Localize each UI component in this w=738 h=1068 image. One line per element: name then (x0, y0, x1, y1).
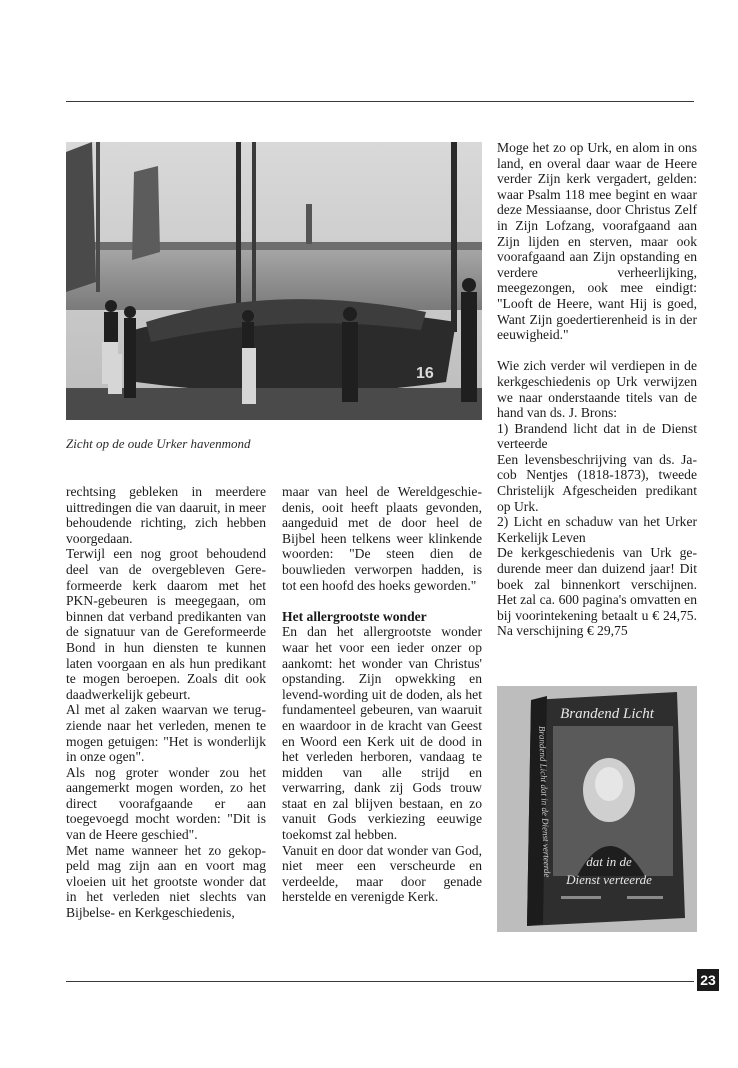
harbour-photo (66, 142, 482, 420)
paragraph: Moge het zo op Urk, en alom in ons land, en overal daar waar de Heere verder Zijn kerk vergadert, gelden: waar Psalm 118 mee begint en waar deze Messiaanse, door Christus Zelf in Zijn Lofzang, voorafgaand aan Zijn lijden en sterven, maar ook voorafgaand aan Zijn opstanding en verdere verheerlijking, meegezongen, ook mee eindigt: "Looft de Heere, want Hij is goed, Want Zijn goedertierenheid is in der eeuwigheid." (497, 140, 697, 343)
book-cover-image (497, 686, 697, 932)
top-rule (66, 101, 694, 102)
paragraph: Met name wanneer het zo gekoppeld mag zijn aan en voort mag vloeien uit het grootste wonder dat in het verleden niet slechts van Bijbelse- en Kerkgeschiedenis, (66, 842, 266, 921)
text-column-1 (66, 484, 266, 921)
text-column-3 (497, 140, 697, 639)
paragraph: 2) Licht en schaduw van het Urker Kerkelijk Leven (497, 514, 697, 545)
book-title-line-2: Dienst verteerde (566, 872, 652, 887)
photo-caption: Zicht op de oude Urker havenmond (66, 436, 251, 451)
paragraph: Terwijl een nog groot behoudend deel van de overgebleven Gereformeerde kerk daarom met het PKN-gebeuren is meegegaan, om binnen dat verband predikanten van de signatuur van de Gereformeerde Bond in hun diensten te kunnen laten voorgaan en als hun predikant te mogen beroepen. Zoals dit ook daadwerkelijk gebeurt. (66, 546, 266, 702)
book-illustration (497, 686, 697, 932)
paragraph: Wie zich verder wil verdiepen in de kerkgeschiedenis op Urk verwijzen we naar onderstaande titels van de hand van ds. J. Brons: (497, 358, 697, 421)
harbour-illustration (66, 142, 482, 420)
book-spine-title: Brandend Licht dat in de Dienst verteerde (537, 725, 553, 878)
boat-number: 16 (416, 365, 434, 382)
paragraph: Vanuit en door dat wonder van God, niet meer een verscheurde en verdeelde, maar door genade herstelde en verenigde Kerk. (282, 842, 482, 905)
paragraph: rechtsing gebleken in meerdere uittredingen die van daaruit, in meer behoudende richting, zich hebben voorgedaan. (66, 484, 266, 546)
section-heading: Het allergrootste wonder (282, 608, 427, 624)
paragraph: Een levensbeschrijving van ds. Jacob Nentjes (1818-1873), tweede Christelijk Afgescheiden predikant op Urk. (497, 451, 697, 514)
paragraph: De kerkgeschiedenis van Urk gedurende meer dan duizend jaar! Dit boek zal binnenkort verschijnen. Het zal ca. 600 pagina's omvatten en bij voorintekening betaalt u € 24,75. Na verschijning € 29,75 (497, 545, 697, 639)
page-number: 23 (697, 969, 719, 991)
paragraph: maar van heel de Wereldgeschiedenis, ooit heeft plaats gevonden, aangeduid met de door heel de Bijbel heen telkens weer klinkende woorden: "De steen dien de bouwlieden verworpen hadden, is tot een hoofd des hoeks geworden." (282, 484, 482, 593)
paragraph: Als nog groter wonder zou het aangemerkt mogen worden, zo het direct voorafgaande er aan toegevoegd mocht worden: "Dit is van de Heere geschied". (66, 764, 266, 843)
paragraph: En dan het allergrootste wonder waar het voor een ieder onzer op aankomt: het wonder van Christus' opstanding. Zijn opwekking en levend-wording uit de doden, als het fundamenteel gebeuren, van waaruit en waardoor in de kracht van Geest en Woord een Kerk uit de dood in het verleden herboren, vandaag te midden van alle strijd en verwarring, dank zij Gods trouw staat en zal blijven bestaan, en zo vanuit Gods verkiezing eeuwige toekomst zal hebben. (282, 624, 482, 843)
book-title-top: Brandend Licht (560, 706, 654, 722)
bottom-rule (66, 981, 694, 982)
paragraph: Al met al zaken waarvan we terugziende naar het verleden, menen te mogen getuigen: "Het is wonderlijk in onze ogen". (66, 702, 266, 765)
paragraph: 1) Brandend licht dat in de Dienst verteerde (497, 420, 697, 452)
text-column-2 (282, 484, 482, 905)
book-title-line-1: dat in de (586, 854, 632, 869)
